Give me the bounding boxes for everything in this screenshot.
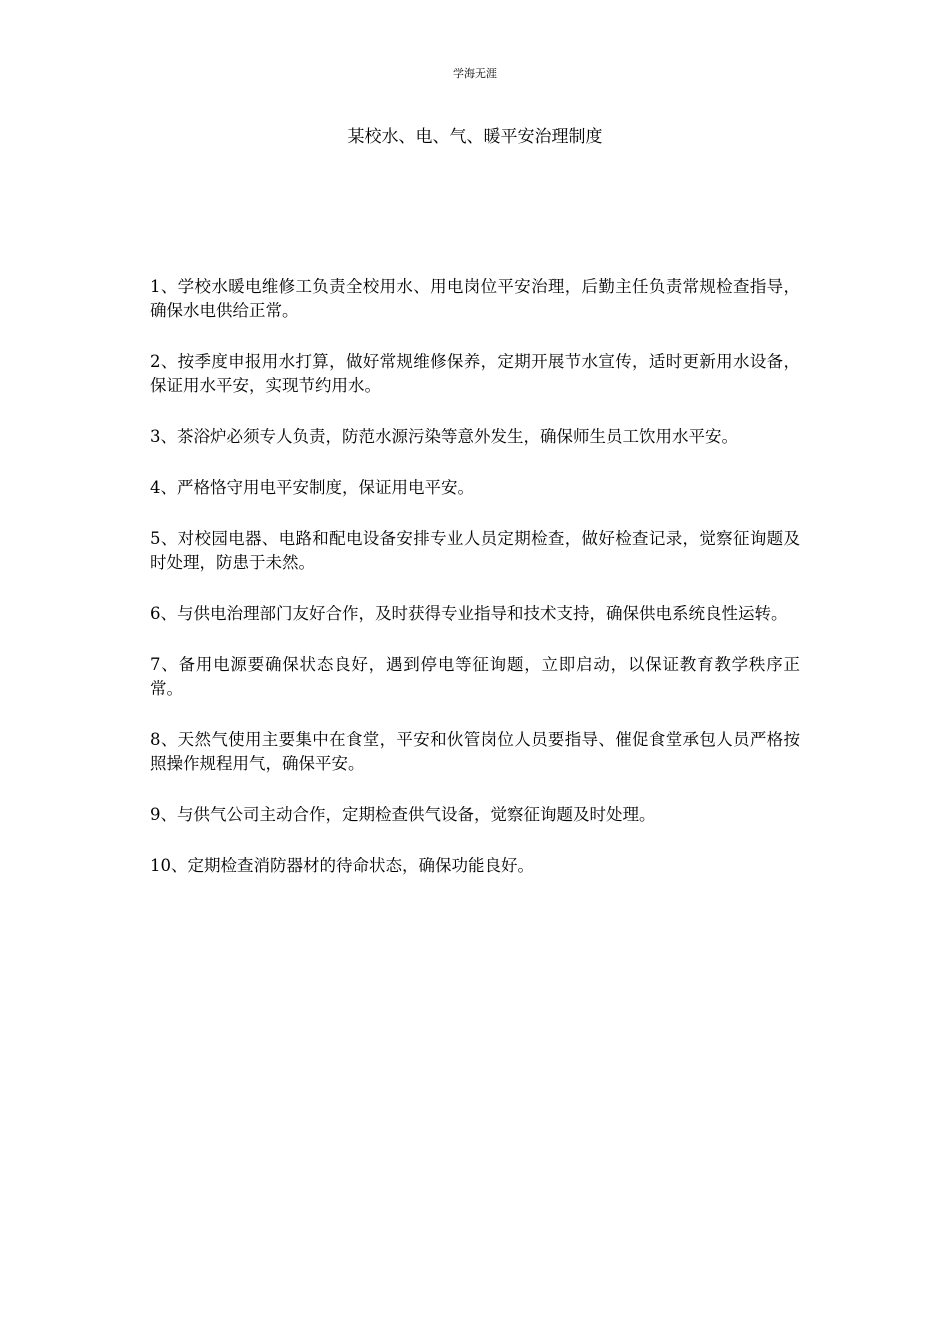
paragraph-3: 3、茶浴炉必须专人负责，防范水源污染等意外发生，确保师生员工饮用水平安。 (150, 427, 738, 446)
paragraph-7: 7、备用电源要确保状态良好，遇到停电等征询题，立即启动，以保证教育教学秩序正常。 (150, 655, 800, 698)
paragraph-10: 10、定期检查消防器材的待命状态，确保功能良好。 (150, 856, 534, 875)
paragraph-1: 1、学校水暖电维修工负责全校用水、用电岗位平安治理，后勤主任负责常规检查指导，确保水电供给正常。 (150, 277, 800, 320)
paragraph-2: 2、按季度申报用水打算，做好常规维修保养，定期开展节水宣传，适时更新用水设备，保证用水平安，实现节约用水。 (150, 352, 800, 395)
document-body (150, 275, 800, 905)
document-title: 某校水、电、气、暖平安治理制度 (347, 127, 603, 147)
paragraph-8: 8、天然气使用主要集中在食堂，平安和伙管岗位人员要指导、催促食堂承包人员严格按照操作规程用气，确保平安。 (150, 730, 800, 773)
paragraph-4: 4、严格恪守用电平安制度，保证用电平安。 (150, 478, 474, 497)
page-header: 学海无涯 (453, 67, 497, 80)
paragraph-6: 6、与供电治理部门友好合作，及时获得专业指导和技术支持，确保供电系统良性运转。 (150, 604, 788, 623)
paragraph-9: 9、与供气公司主动合作，定期检查供气设备，觉察征询题及时处理。 (150, 805, 656, 824)
paragraph-5: 5、对校园电器、电路和配电设备安排专业人员定期检查，做好检查记录，觉察征询题及时处理，防患于未然。 (150, 529, 800, 572)
